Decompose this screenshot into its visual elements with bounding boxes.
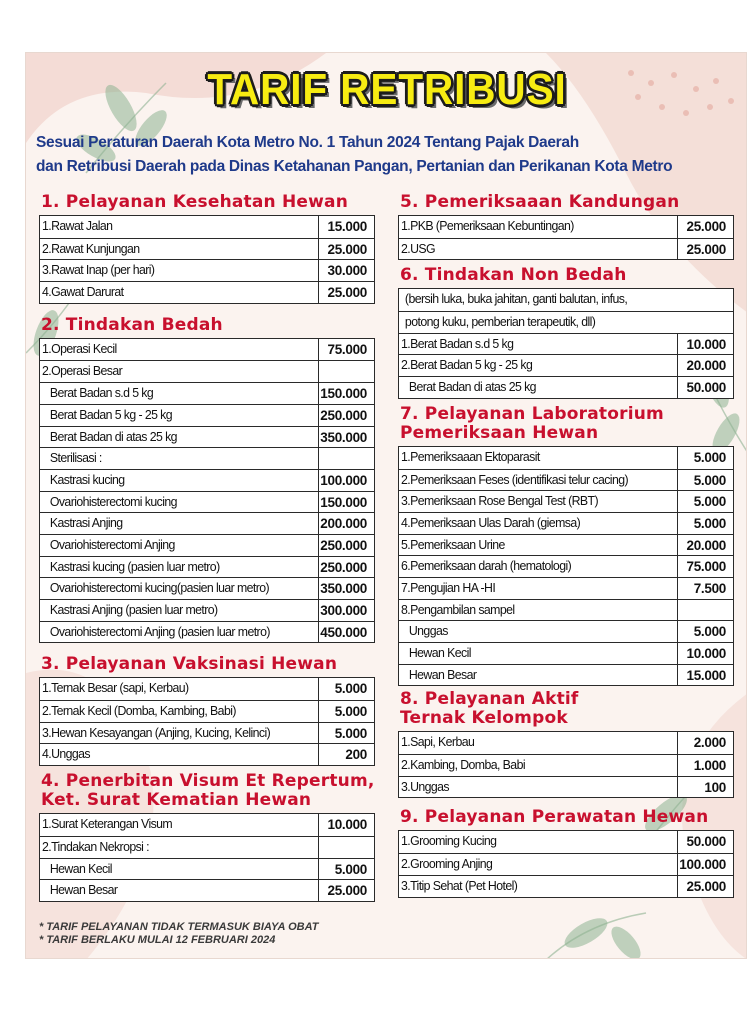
section-title-line: 2. Tindakan Bedah [41, 314, 223, 335]
tariff-table [39, 338, 375, 644]
service-label: 4.Gawat Darurat [41, 285, 124, 300]
table-row [40, 621, 374, 643]
tariff-value: 200.000 [318, 513, 370, 534]
tariff-table [39, 813, 375, 902]
tariff-value: 25.000 [677, 216, 729, 238]
table-row [40, 678, 374, 700]
section-title [400, 808, 734, 827]
service-label: 1.Grooming Kucing [400, 834, 497, 849]
table-row [40, 836, 374, 858]
table-row [40, 534, 374, 556]
table-row [399, 354, 733, 376]
table-row [399, 512, 733, 534]
service-label: 3.Unggas [400, 779, 450, 794]
section-title [41, 655, 375, 674]
table-row [399, 555, 733, 577]
right-column [398, 193, 734, 898]
service-label: Kastrasi kucing [49, 472, 125, 487]
tariff-value [318, 448, 370, 469]
table-row [399, 776, 733, 798]
tariff-poster [25, 52, 747, 959]
footnote-line: * TARIF PELAYANAN TIDAK TERMASUK BIAYA OBAT [39, 921, 319, 933]
tariff-value: 25.000 [318, 880, 370, 901]
footnotes [39, 921, 439, 947]
table-row [40, 281, 374, 303]
tariff-value: 350.000 [318, 578, 370, 599]
footnote-line: * TARIF BERLAKU MULAI 12 FEBRUARI 2024 [39, 934, 276, 946]
section-title-line: 1. Pelayanan Kesehatan Hewan [41, 192, 349, 212]
service-label: Ovariohisterectomi kucing [49, 494, 177, 509]
tariff-value: 100.000 [318, 470, 370, 491]
table-row [399, 469, 733, 491]
table-row [399, 490, 733, 512]
tariff-table [39, 677, 375, 766]
service-label: Berat Badan 5 kg - 25 kg [49, 407, 173, 422]
service-label: 1.Rawat Jalan [41, 219, 113, 233]
tariff-value: 250.000 [318, 535, 370, 556]
left-column [39, 193, 375, 902]
service-label: Berat Badan di atas 25 kg [49, 429, 177, 444]
service-label: Ovariohisterectomi Anjing (pasien luar metro) [49, 624, 270, 639]
tariff-value: 5.000 [318, 678, 370, 700]
tariff-value: 300.000 [318, 600, 370, 621]
table-row [40, 382, 374, 404]
table-row [399, 333, 733, 355]
table-row [40, 360, 374, 382]
table-row [40, 238, 374, 260]
tariff-value: 250.000 [318, 405, 370, 426]
tariff-table [398, 731, 734, 798]
tariff-value: 10.000 [318, 814, 370, 836]
tariff-section [398, 405, 734, 687]
section-title [400, 405, 734, 443]
service-label: 7.Pengujian HA -HI [400, 580, 496, 595]
tariff-value [318, 837, 370, 858]
section-title [41, 193, 375, 212]
table-row [399, 216, 733, 238]
tariff-section [398, 266, 734, 398]
tariff-value: 200 [318, 744, 370, 765]
tariff-value: 250.000 [318, 557, 370, 578]
table-row [40, 216, 374, 238]
tariff-value: 2.000 [677, 732, 729, 754]
table-row [40, 858, 374, 880]
service-label: 8.Pengambilan sampel [400, 602, 515, 617]
tariff-value: 50.000 [677, 831, 729, 853]
tariff-value: 5.000 [318, 701, 370, 722]
section-title [41, 316, 375, 335]
table-row [40, 814, 374, 836]
section-title-line: 4. Penerbitan Visum Et Repertum, [41, 771, 375, 792]
table-row [399, 754, 733, 776]
service-label: Kastrasi Anjing [49, 516, 123, 531]
service-label: 1.Pemeriksaaan Ektoparasit [400, 449, 540, 464]
section-title [400, 266, 734, 285]
service-label: Berat Badan di atas 25 kg [408, 380, 536, 395]
tariff-table [398, 830, 734, 897]
service-label: 2.Kambing, Domba, Babi [400, 758, 525, 773]
tariff-table [398, 288, 734, 398]
poster-subtitle [36, 131, 746, 179]
table-row [399, 599, 733, 621]
service-label: 2.Tindakan Nekropsi : [41, 839, 149, 854]
tariff-value: 5.000 [677, 621, 729, 642]
tariff-section [398, 193, 734, 260]
table-row [399, 534, 733, 556]
service-label: 4.Pemeriksaan Ulas Darah (giemsa) [400, 515, 581, 530]
service-label: Hewan Besar [408, 667, 477, 682]
tariff-value: 100.000 [677, 854, 729, 875]
tariff-value: 10.000 [677, 643, 729, 664]
tariff-value [677, 600, 729, 621]
section-title-line: 5. Pemeriksaaan Kandungan [400, 192, 680, 212]
tariff-value: 1.000 [677, 755, 729, 776]
tariff-table [398, 446, 734, 687]
tariff-value: 5.000 [677, 447, 729, 469]
tariff-value [318, 361, 370, 382]
service-label: 4.Unggas [41, 747, 91, 762]
service-label: 2.Rawat Kunjungan [41, 241, 140, 256]
service-label: Hewan Besar [49, 883, 118, 898]
subtitle-line: Sesuai Peraturan Daerah Kota Metro No. 1 Tahun 2024 Tentang Pajak Daerah [36, 134, 579, 151]
service-label: 2.Operasi Besar [41, 364, 123, 379]
tariff-value: 10.000 [677, 334, 729, 355]
tariff-table [39, 215, 375, 304]
table-row [40, 447, 374, 469]
table-row [40, 722, 374, 744]
service-label: 1.Surat Keterangan Visum [41, 817, 173, 832]
service-label: (bersih luka, buka jahitan, ganti balutan, infus, [404, 292, 628, 307]
section-title-line: 9. Pelayanan Perawatan Hewan [400, 807, 709, 828]
service-label: 3.Pemeriksaan Rose Bengal Test (RBT) [400, 494, 598, 509]
service-label: Ovariohisterectomi Anjing [49, 537, 175, 552]
tariff-table [398, 215, 734, 260]
table-row [399, 620, 733, 642]
tariff-value: 100 [677, 777, 729, 798]
tariff-value: 20.000 [677, 355, 729, 376]
table-row [399, 664, 733, 686]
service-label: 5.Pemeriksaan Urine [400, 537, 505, 552]
service-label: 2.Pemeriksaan Feses (identifikasi telur cacing) [400, 472, 628, 487]
tariff-value: 15.000 [318, 216, 370, 238]
tariff-section [39, 772, 375, 902]
service-label: 2.Grooming Anjing [400, 857, 493, 872]
tariff-value: 25.000 [318, 239, 370, 260]
service-label: Hewan Kecil [49, 861, 112, 876]
service-label: 1.Ternak Besar (sapi, Kerbau) [41, 681, 189, 696]
tariff-value: 5.000 [318, 859, 370, 880]
service-label: 1.Berat Badan s.d 5 kg [400, 336, 514, 351]
table-row [399, 289, 733, 311]
service-label: Unggas [408, 624, 448, 639]
tariff-value: 150.000 [318, 492, 370, 513]
service-label: 3.Titip Sehat (Pet Hotel) [400, 878, 518, 893]
service-label: 1.Operasi Kecil [41, 341, 117, 356]
service-label: 1.PKB (Pemeriksaan Kebuntingan) [400, 219, 574, 233]
table-row [399, 875, 733, 897]
tariff-section [39, 316, 375, 644]
table-row [40, 577, 374, 599]
tariff-section [398, 808, 734, 897]
section-title-line: Ternak Kelompok [400, 708, 568, 729]
table-row [399, 853, 733, 875]
section-title-line: Ket. Surat Kematian Hewan [41, 790, 312, 811]
tariff-value: 5.000 [318, 723, 370, 744]
service-label: Kastrasi Anjing (pasien luar metro) [49, 603, 218, 617]
poster-title: TARIF RETRIBUSI [207, 65, 567, 114]
table-row [40, 469, 374, 491]
tariff-value: 75.000 [318, 339, 370, 361]
tariff-value: 450.000 [318, 622, 370, 643]
service-label: 2.USG [400, 241, 436, 256]
service-label: Berat Badan s.d 5 kg [49, 386, 154, 401]
service-label: 3.Hewan Kesayangan (Anjing, Kucing, Kelinci) [41, 725, 271, 740]
table-row [40, 743, 374, 765]
tariff-value: 5.000 [677, 513, 729, 534]
tariff-section [39, 655, 375, 766]
table-row [40, 339, 374, 361]
tariff-value: 30.000 [318, 260, 370, 281]
tariff-value: 25.000 [677, 876, 729, 897]
table-row [40, 512, 374, 534]
tariff-value: 15.000 [677, 665, 729, 686]
service-label: 3.Rawat Inap (per hari) [41, 263, 155, 278]
table-row [40, 491, 374, 513]
table-row [40, 879, 374, 901]
table-row [40, 404, 374, 426]
service-label: potong kuku, pemberian terapeutik, dll) [404, 315, 596, 330]
section-title [41, 772, 375, 810]
tariff-section [398, 690, 734, 798]
section-title-line: 8. Pelayanan Aktif [400, 689, 579, 710]
tariff-value: 5.000 [677, 470, 729, 491]
table-row [399, 577, 733, 599]
service-label: 2.Berat Badan 5 kg - 25 kg [400, 358, 533, 373]
table-row [399, 311, 733, 333]
section-title [400, 690, 734, 728]
table-row [399, 831, 733, 853]
service-label: 6.Pemeriksaan darah (hematologi) [400, 559, 572, 574]
table-row [40, 599, 374, 621]
service-label: 2.Ternak Kecil (Domba, Kambing, Babi) [41, 704, 236, 719]
tariff-value: 25.000 [318, 282, 370, 303]
table-row [40, 556, 374, 578]
service-label: 1.Sapi, Kerbau [400, 735, 475, 750]
table-row [399, 642, 733, 664]
table-row [399, 732, 733, 754]
service-label: Hewan Kecil [408, 646, 471, 660]
tariff-value: 50.000 [677, 377, 729, 398]
tariff-value: 7.500 [677, 578, 729, 599]
subtitle-line: dan Retribusi Daerah pada Dinas Ketahanan Pangan, Pertanian dan Perikanan Kota Metro [36, 158, 673, 175]
table-row [399, 447, 733, 469]
service-label: Kastrasi kucing (pasien luar metro) [49, 559, 220, 574]
service-label: Sterilisasi : [49, 451, 102, 466]
tariff-value: 5.000 [677, 491, 729, 512]
section-title-line: 6. Tindakan Non Bedah [400, 265, 627, 286]
tariff-value: 25.000 [677, 239, 729, 260]
table-row [399, 238, 733, 260]
service-label: Ovariohisterectomi kucing(pasien luar metro) [49, 581, 270, 596]
section-title [400, 193, 734, 212]
tariff-value: 75.000 [677, 556, 729, 577]
tariff-value: 20.000 [677, 535, 729, 556]
section-title-line: 3. Pelayanan Vaksinasi Hewan [41, 654, 338, 675]
table-row [40, 259, 374, 281]
table-row [399, 376, 733, 398]
table-row [40, 700, 374, 722]
tariff-value: 150.000 [318, 383, 370, 404]
table-row [40, 426, 374, 448]
tariff-value: 350.000 [318, 427, 370, 448]
tariff-section [39, 193, 375, 304]
section-title-line: Pemeriksaan Hewan [400, 422, 599, 443]
section-title-line: 7. Pelayanan Laboratorium [400, 403, 664, 424]
